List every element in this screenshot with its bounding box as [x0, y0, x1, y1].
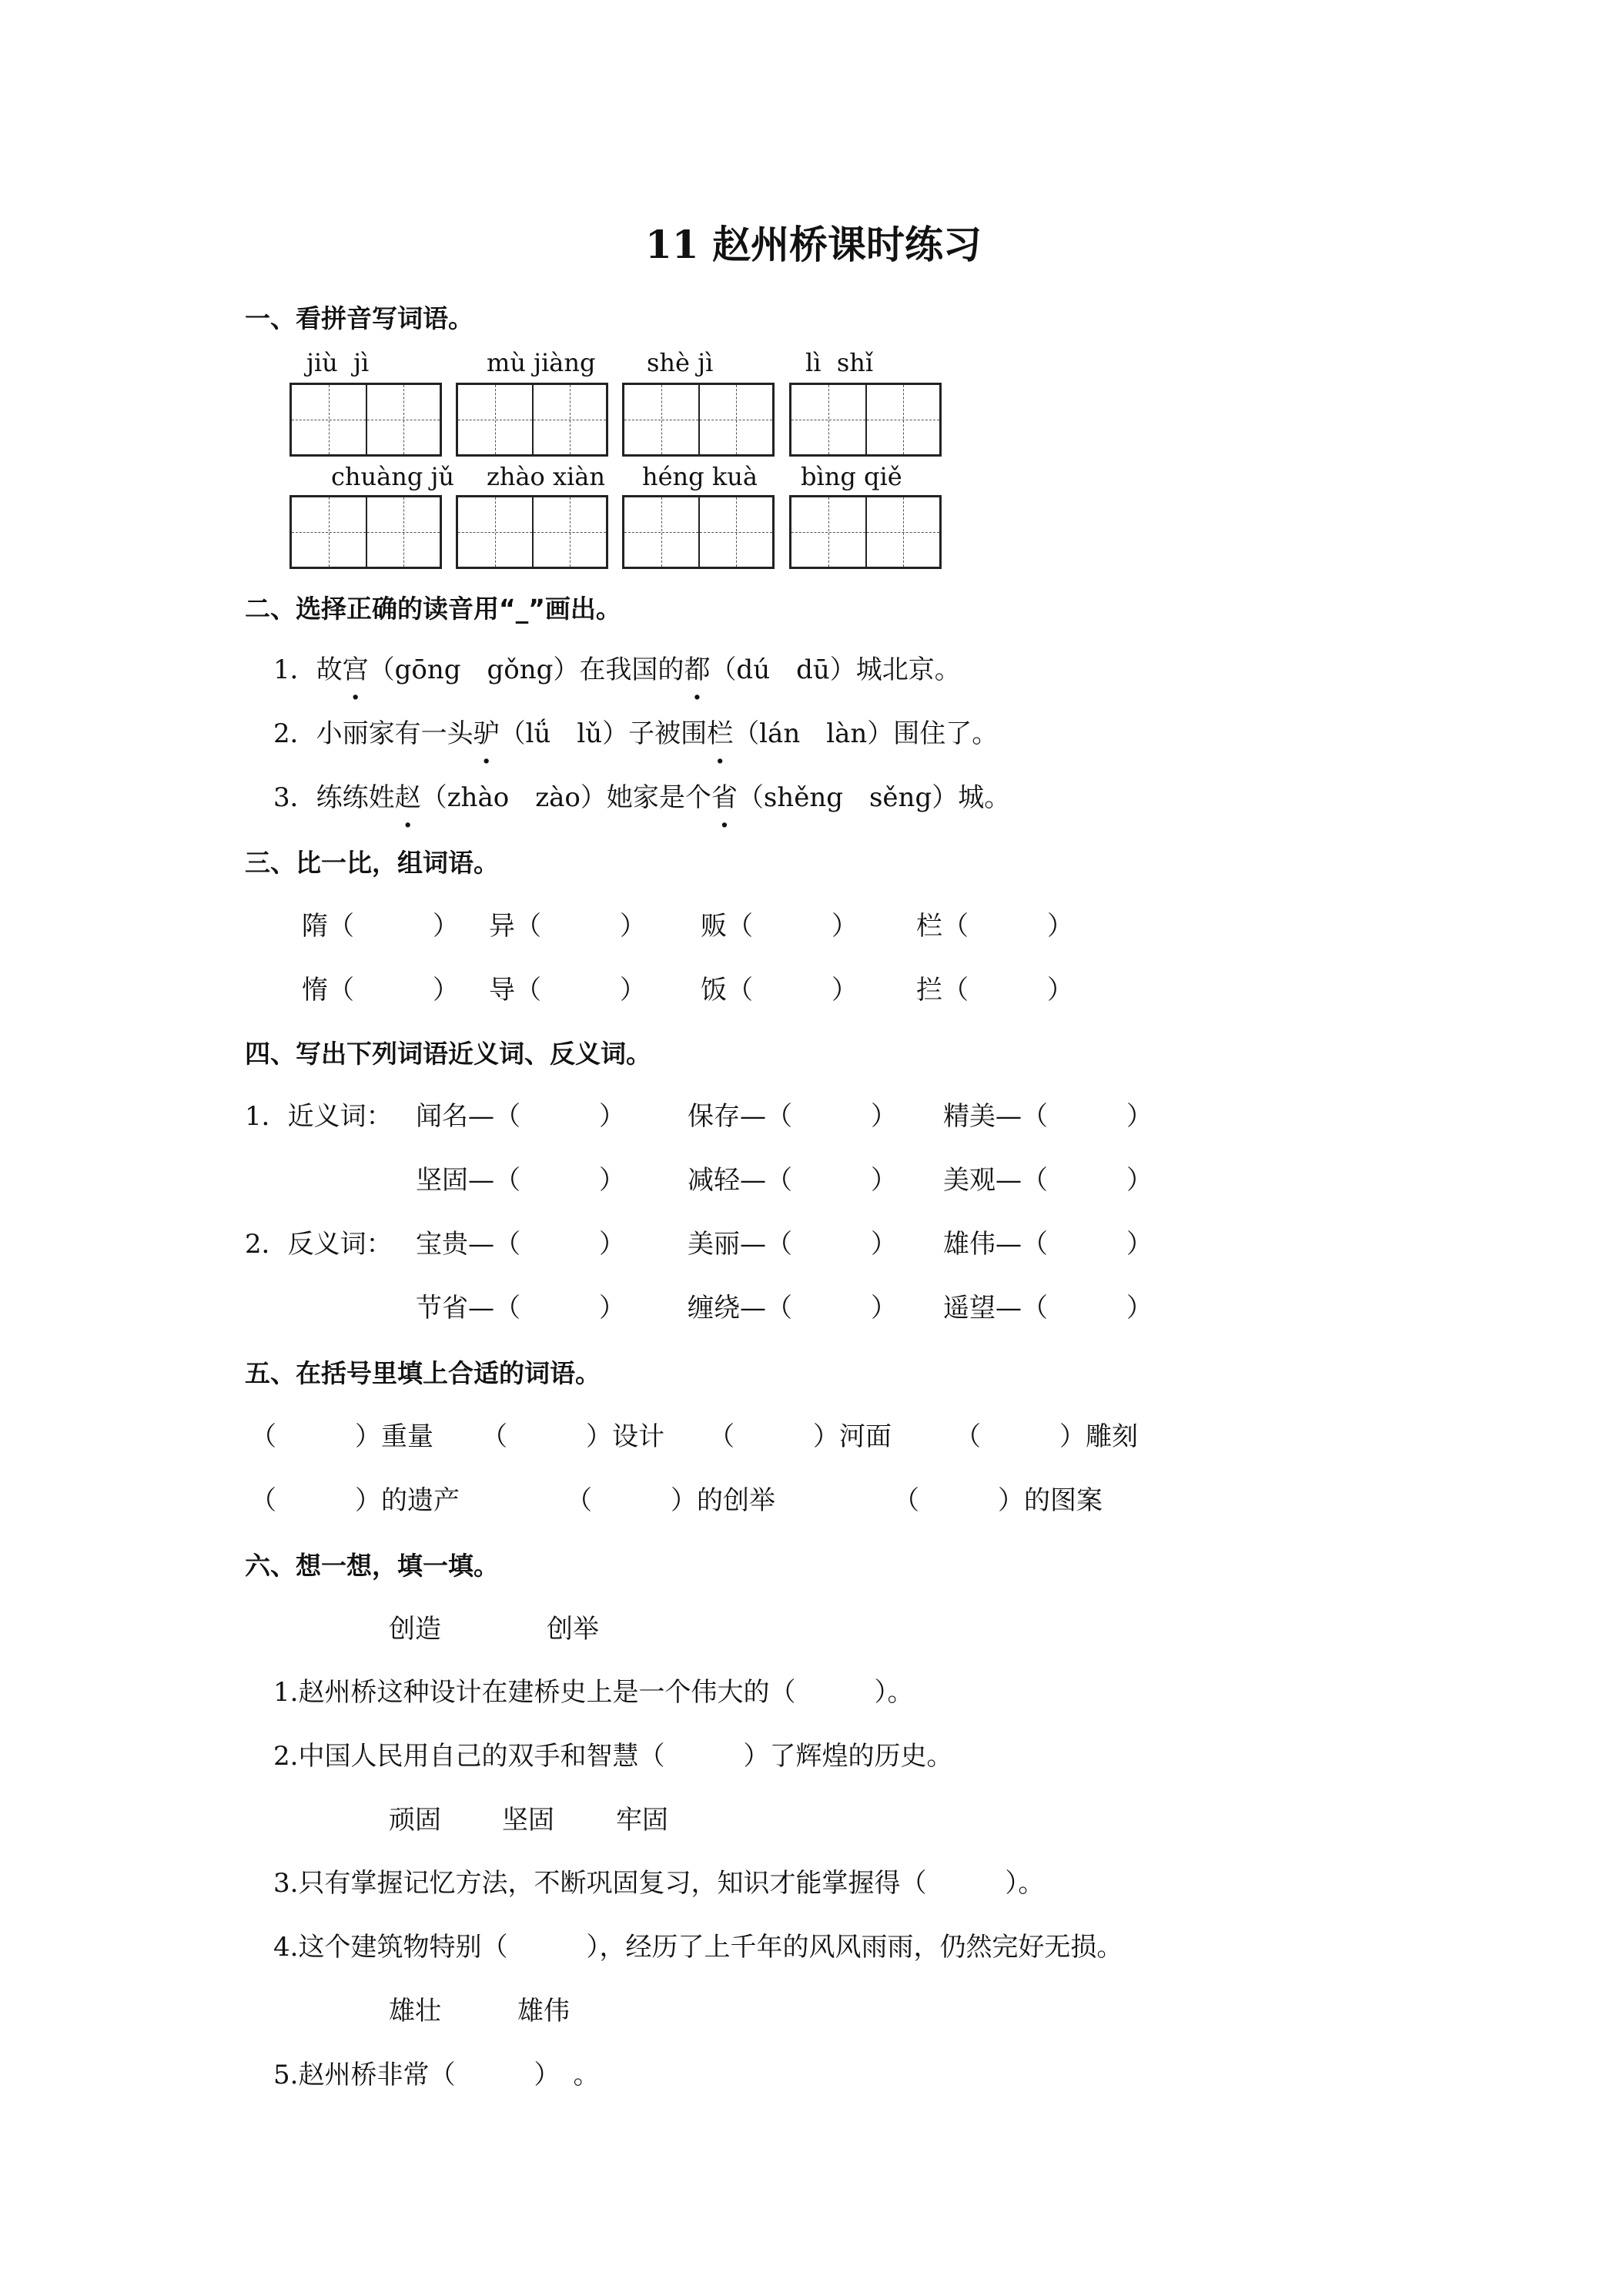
section-6-header: 六、想一想，填一填。 [245, 1551, 499, 1581]
pinyin-label: mù jiàng [487, 348, 596, 377]
pinyin-label: jiù jì [306, 348, 370, 377]
grid-cell[interactable] [292, 385, 366, 454]
word-choice: 牢固 [616, 1805, 668, 1836]
writing-grid[interactable] [456, 383, 608, 457]
grid-cell[interactable] [791, 497, 865, 567]
compare-item: 拦（ ） [916, 975, 1073, 1006]
word-choice: 顽固 [389, 1805, 441, 1836]
pinyin-label: lì shǐ [805, 348, 874, 377]
grid-cell[interactable] [865, 385, 939, 454]
question-text: （lǘ lǔ）子被围 [499, 718, 708, 749]
grid-cell[interactable] [366, 385, 440, 454]
dotted-char: 赵 [394, 782, 421, 813]
grid-cell[interactable] [532, 385, 606, 454]
question-text: （dú dū）城北京。 [710, 654, 961, 685]
word-item: 保存—（ ） [688, 1101, 897, 1132]
page-title: 11 赵州桥课时练习 [645, 222, 982, 267]
grid-cell[interactable] [532, 497, 606, 567]
fill-item: （ ）的遗产 [250, 1485, 460, 1516]
word-choice: 雄壮 [389, 1996, 441, 2027]
fill-item: （ ）河面 [708, 1421, 892, 1452]
grid-cell[interactable] [698, 497, 772, 567]
dotted-char: 宫 [342, 654, 369, 685]
writing-grid[interactable] [789, 495, 942, 569]
question-line: 2.中国人民用自己的双手和智慧（ ）了辉煌的历史。 [273, 1741, 953, 1772]
question-text: （shěng sěng）城。 [737, 782, 1011, 813]
compare-item: 隋（ ） [302, 911, 459, 942]
fill-item: （ ）雕刻 [955, 1421, 1138, 1452]
grid-cell[interactable] [624, 497, 698, 567]
question-line: 4.这个建筑物特别（ ），经历了上千年的风风雨雨，仍然完好无损。 [273, 1932, 1123, 1963]
fill-item: （ ）的图案 [893, 1485, 1103, 1516]
compare-item: 惰（ ） [302, 975, 459, 1006]
question-line: 3.只有掌握记忆方法，不断巩固复习，知识才能掌握得（ ）。 [273, 1868, 1045, 1899]
pinyin-label: bìng qiě [801, 462, 902, 491]
word-item: 缠绕—（ ） [688, 1293, 897, 1324]
word-item: 减轻—（ ） [688, 1165, 897, 1196]
question-line: 1.赵州桥这种设计在建桥史上是一个伟大的（ ）。 [273, 1677, 914, 1708]
writing-grid[interactable] [622, 495, 775, 569]
question-text: 1．故 [273, 654, 343, 685]
writing-grid[interactable] [789, 383, 942, 457]
word-choice: 创造 [389, 1614, 441, 1645]
grid-cell[interactable] [791, 385, 865, 454]
grid-cell[interactable] [698, 385, 772, 454]
compare-item: 导（ ） [489, 975, 646, 1006]
dotted-char: 栏 [707, 718, 734, 749]
section-4-header: 四、写出下列词语近义词、反义词。 [245, 1039, 651, 1069]
grid-cell[interactable] [366, 497, 440, 567]
writing-grid[interactable] [622, 383, 775, 457]
pinyin-label: héng kuà [642, 462, 758, 491]
fill-item: （ ）设计 [481, 1421, 664, 1452]
antonym-label: 2．反义词： [245, 1229, 393, 1260]
section-2-header: 二、选择正确的读音用“_”画出。 [245, 594, 621, 624]
word-item: 宝贵—（ ） [416, 1229, 625, 1260]
writing-grid[interactable] [289, 495, 442, 569]
question-line [273, 648, 961, 686]
grid-cell[interactable] [865, 497, 939, 567]
section-5-header: 五、在括号里填上合适的词语。 [245, 1358, 601, 1388]
grid-cell[interactable] [292, 497, 366, 567]
word-item: 精美—（ ） [943, 1101, 1153, 1132]
compare-item: 贩（ ） [701, 911, 858, 942]
word-choice: 坚固 [502, 1805, 554, 1836]
grid-cell[interactable] [624, 385, 698, 454]
section-3-header: 三、比一比，组词语。 [245, 848, 499, 878]
fill-item: （ ）重量 [250, 1421, 433, 1452]
question-line: 5.赵州桥非常（ ） 。 [273, 2060, 600, 2090]
pinyin-label: zhào xiàn [487, 462, 605, 491]
synonym-label: 1．近义词： [245, 1101, 393, 1132]
pinyin-label: chuàng jǔ [331, 462, 455, 491]
dotted-char: 都 [684, 654, 711, 685]
grid-cell[interactable] [458, 497, 532, 567]
writing-grid[interactable] [289, 383, 442, 457]
dotted-char: 驴 [473, 718, 500, 749]
word-choice: 创举 [547, 1614, 599, 1645]
word-item: 坚固—（ ） [416, 1165, 625, 1196]
compare-item: 饭（ ） [701, 975, 858, 1006]
word-item: 雄伟—（ ） [943, 1229, 1153, 1260]
word-item: 美丽—（ ） [688, 1229, 897, 1260]
question-text: 2．小丽家有一头 [273, 718, 474, 749]
compare-item: 栏（ ） [916, 911, 1073, 942]
fill-item: （ ）的创举 [566, 1485, 775, 1516]
word-item: 美观—（ ） [943, 1165, 1153, 1196]
pinyin-label: shè jì [647, 348, 714, 377]
question-text: （lán làn）围住了。 [733, 718, 999, 749]
question-text: （zhào zào）她家是个 [420, 782, 711, 813]
word-item: 闻名—（ ） [416, 1101, 625, 1132]
word-item: 节省—（ ） [416, 1293, 625, 1324]
question-text: （gōng gǒng）在我国的 [368, 654, 684, 685]
dotted-char: 省 [711, 782, 738, 813]
word-choice: 雄伟 [517, 1996, 570, 2027]
grid-cell[interactable] [458, 385, 532, 454]
compare-item: 异（ ） [489, 911, 646, 942]
question-line [273, 712, 998, 750]
question-text: 3．练练姓 [273, 782, 395, 813]
question-line [273, 776, 1010, 814]
section-1-header: 一、看拼音写词语。 [245, 303, 474, 333]
writing-grid[interactable] [456, 495, 608, 569]
word-item: 遥望—（ ） [943, 1293, 1153, 1324]
